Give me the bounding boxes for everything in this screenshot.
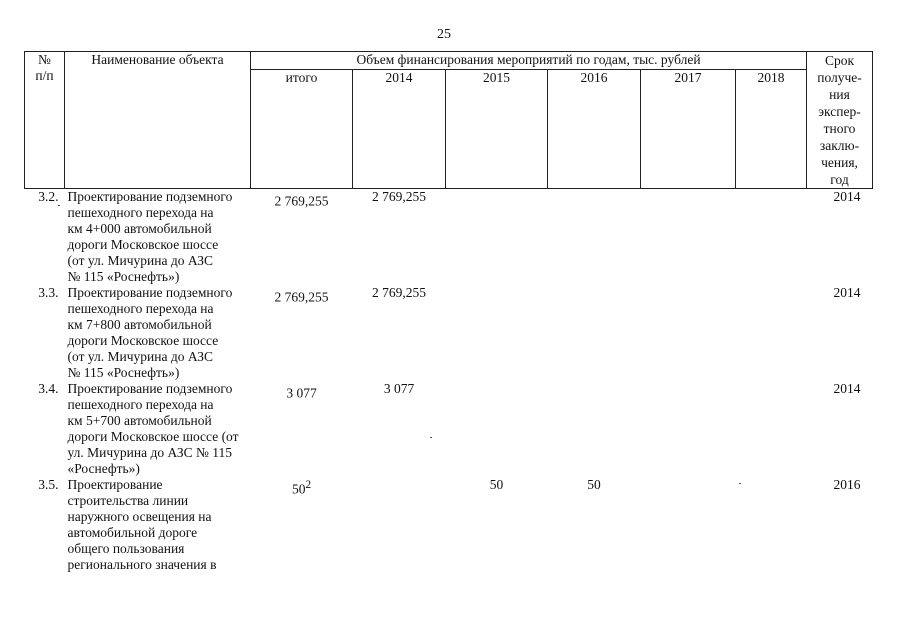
header-name: Наименование объекта [65, 52, 251, 189]
row-term: 2014 [833, 285, 861, 300]
header-year-2018: 2018 [736, 69, 807, 188]
header-total: итого [251, 69, 353, 188]
page-number: 25 [437, 27, 451, 42]
row-total-value: 3 077 [286, 385, 317, 401]
row-term: 2014 [833, 189, 861, 204]
row-name: Проектирование строительства линии наружного освещения на автомобильной дороге общего пользования регионального значения в [67, 477, 217, 572]
table-row [25, 477, 873, 573]
row-num: 3.3. [38, 285, 59, 300]
row-term: 2016 [833, 477, 861, 492]
funding-table [24, 51, 873, 573]
row-name: Проектирование подземного пешеходного перехода на км 5+700 автомобильной дороги Московское шоссе (от ул. Мичурина до АЗС № 115 «Роснефть») [67, 381, 239, 476]
row-2016 [548, 189, 641, 286]
row-2018 [736, 189, 807, 286]
row-2014 [353, 477, 446, 573]
row-name: Проектирование подземного пешеходного перехода на км 4+000 автомобильной дороги Московское шоссе (от ул. Мичурина до АЗС № 115 «Роснефть») [67, 189, 233, 284]
row-2016: 50 [587, 477, 601, 492]
row-total [251, 477, 353, 573]
table-body [25, 189, 873, 574]
row-2017 [641, 285, 736, 381]
row-2015 [446, 381, 548, 477]
row-num: 3.2. [38, 189, 59, 204]
row-total-footnote: 2 [305, 479, 312, 491]
row-2014: 2 769,255 [372, 285, 426, 300]
row-2017 [641, 381, 736, 477]
row-2018 [736, 381, 807, 477]
table-row [25, 285, 873, 381]
row-2015: 50 [489, 477, 504, 492]
row-2018 [736, 285, 807, 381]
table-row [25, 381, 873, 477]
row-term: 2014 [833, 381, 861, 396]
row-total [251, 189, 353, 286]
row-2017 [641, 477, 736, 573]
table-header [25, 52, 873, 189]
row-2017 [641, 189, 736, 286]
row-total-value: 2 769,255 [274, 289, 329, 305]
row-2016 [548, 381, 641, 477]
header-funding-group: Объем финансирования мероприятий по годам, тыс. рублей [251, 52, 807, 70]
header-year-2015: 2015 [446, 69, 548, 188]
row-name: Проектирование подземного пешеходного перехода на км 7+800 автомобильной дороги Московское шоссе (от ул. Мичурина до АЗС № 115 «Роснефть») [67, 285, 233, 380]
scan-speck [58, 205, 60, 206]
row-2016 [548, 285, 641, 381]
row-2014: 3 077 [383, 381, 415, 396]
header-year-2014: 2014 [353, 69, 446, 188]
scan-speck [739, 483, 741, 484]
header-term: Срок получе- ния экспер- тного заклю- чения, год [807, 52, 873, 189]
header-year-2017: 2017 [641, 69, 736, 188]
table-row [25, 189, 873, 286]
row-2015 [446, 285, 548, 381]
header-num: № п/п [25, 52, 65, 189]
row-total-value: 2 769,255 [274, 193, 329, 209]
row-total [251, 381, 353, 477]
row-2018 [736, 477, 807, 573]
row-num: 3.5. [38, 477, 59, 492]
row-total [251, 285, 353, 381]
row-2015 [446, 189, 548, 286]
header-year-2016: 2016 [548, 69, 641, 188]
row-2014: 2 769,255 [372, 189, 426, 204]
scan-speck [430, 437, 432, 438]
row-total-value: 50 [291, 481, 306, 497]
row-num: 3.4. [38, 381, 59, 396]
